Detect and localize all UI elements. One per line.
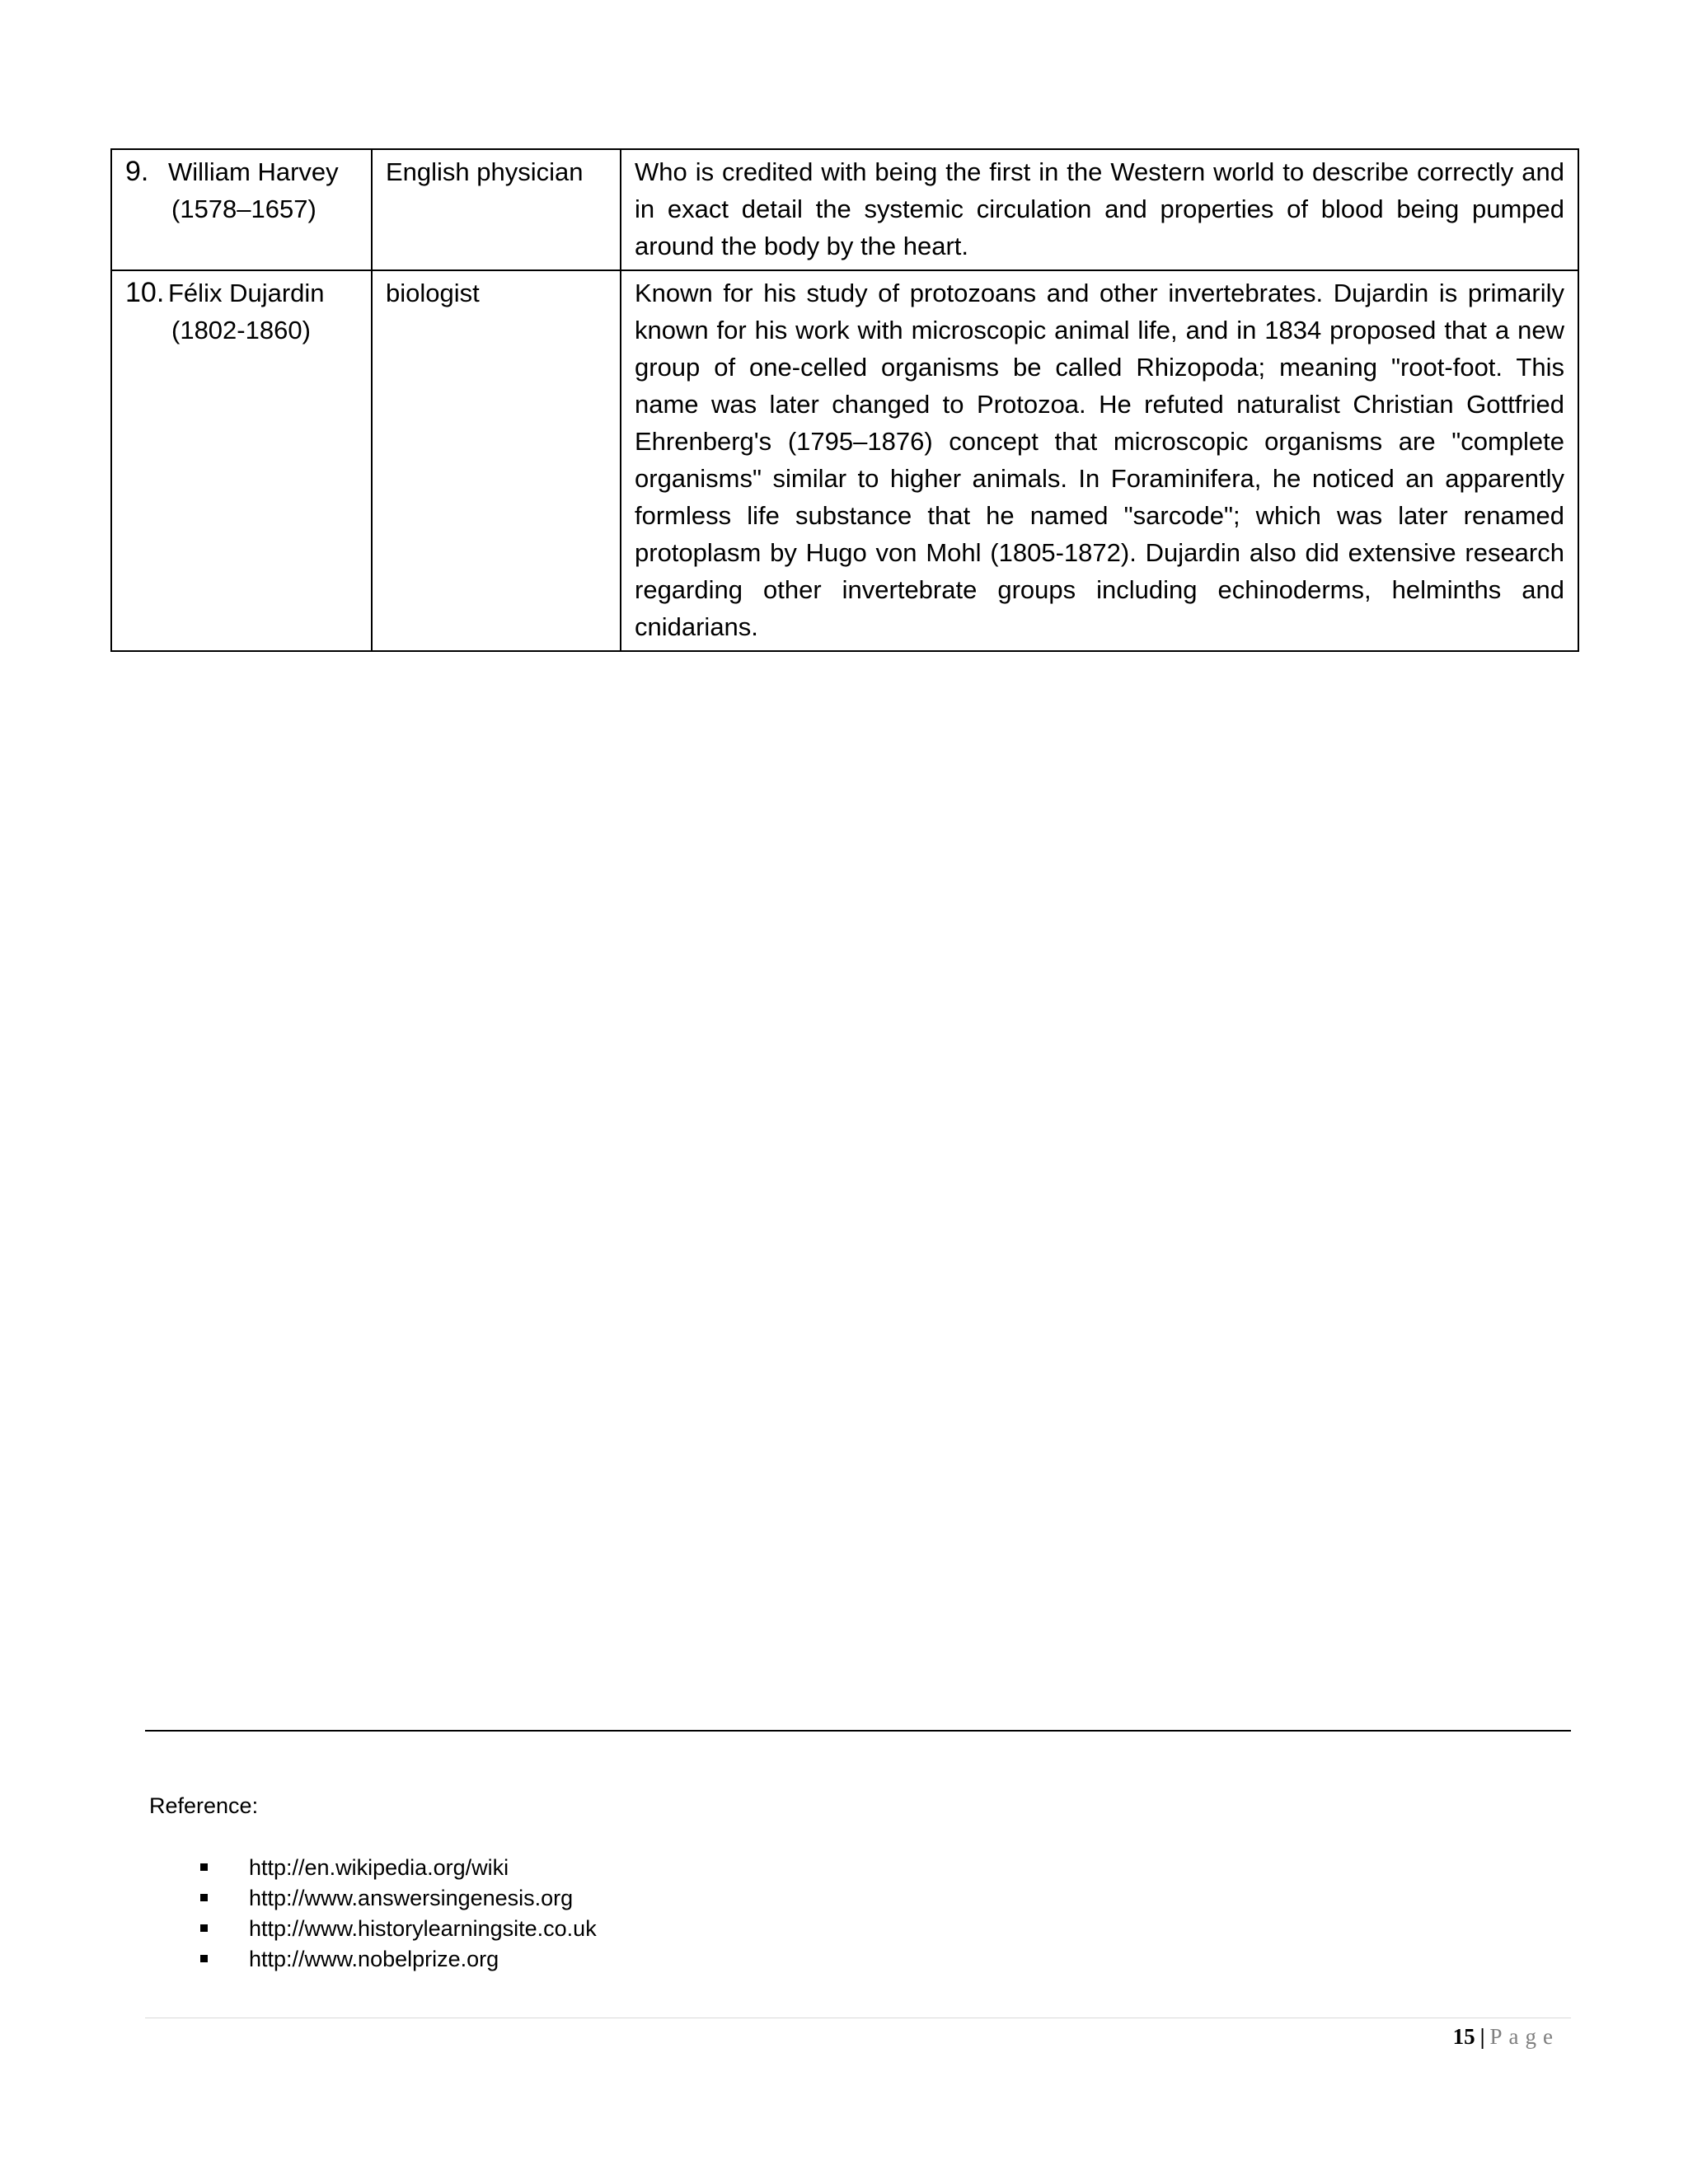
reference-link[interactable]: http://www.historylearningsite.co.uk [249,1916,597,1941]
table-row [111,149,1578,270]
scientist-name: William Harvey [168,157,339,186]
reference-heading: Reference: [149,1793,259,1818]
list-item [198,1944,597,1975]
reference-link[interactable]: http://en.wikipedia.org/wiki [249,1855,509,1880]
footnote-divider [145,1730,1571,1732]
row-number: 10. [125,277,165,308]
scientist-name-cell [111,149,372,270]
scientists-table-container [110,148,1578,652]
scientist-dates: (1578–1657) [171,194,316,223]
square-bullet-icon [200,1894,208,1901]
page-label: Page [1489,2024,1559,2049]
page-footer [1453,2024,1559,2050]
scientists-table [110,148,1579,652]
square-bullet-icon [200,1924,208,1932]
square-bullet-icon [200,1863,208,1871]
scientist-name-cell [111,270,372,651]
reference-link[interactable]: http://www.answersingenesis.org [249,1886,574,1910]
page-separator: | [1479,2024,1485,2049]
list-item [198,1853,597,1883]
list-item [198,1914,597,1944]
page-number: 15 [1452,2024,1475,2049]
table-row [111,270,1578,651]
reference-link[interactable]: http://www.nobelprize.org [249,1947,499,1971]
reference-list [198,1853,597,1975]
square-bullet-icon [200,1955,208,1962]
scientist-name: Félix Dujardin [168,279,325,307]
scientist-description: Known for his study of protozoans and other invertebrates. Dujardin is primarily known for his work with microscopic animal life, and in 1834 proposed that a new group of one-celled organisms be called Rhizopoda; meaning "root-foot. This name was later changed to Protozoa. He refuted naturalist Christian Gottfried Ehrenberg's (1795–1876) concept that microscopic organisms are "complete organisms" similar to higher animals. In Foraminifera, he noticed an apparently formless life substance that he named "sarcode"; which was later renamed protoplasm by Hugo von Mohl (1805-1872). Dujardin also did extensive research regarding other invertebrate groups including echinoderms, helminths and cnidarians. [621,270,1578,651]
scientist-role: biologist [372,270,621,651]
scientist-dates: (1802-1860) [171,316,311,344]
scientist-description: Who is credited with being the first in the Western world to describe correctly and in exact detail the systemic circulation and properties of blood being pumped around the body by the heart. [621,149,1578,270]
row-number: 9. [125,156,149,187]
scientist-role: English physician [372,149,621,270]
list-item [198,1883,597,1914]
